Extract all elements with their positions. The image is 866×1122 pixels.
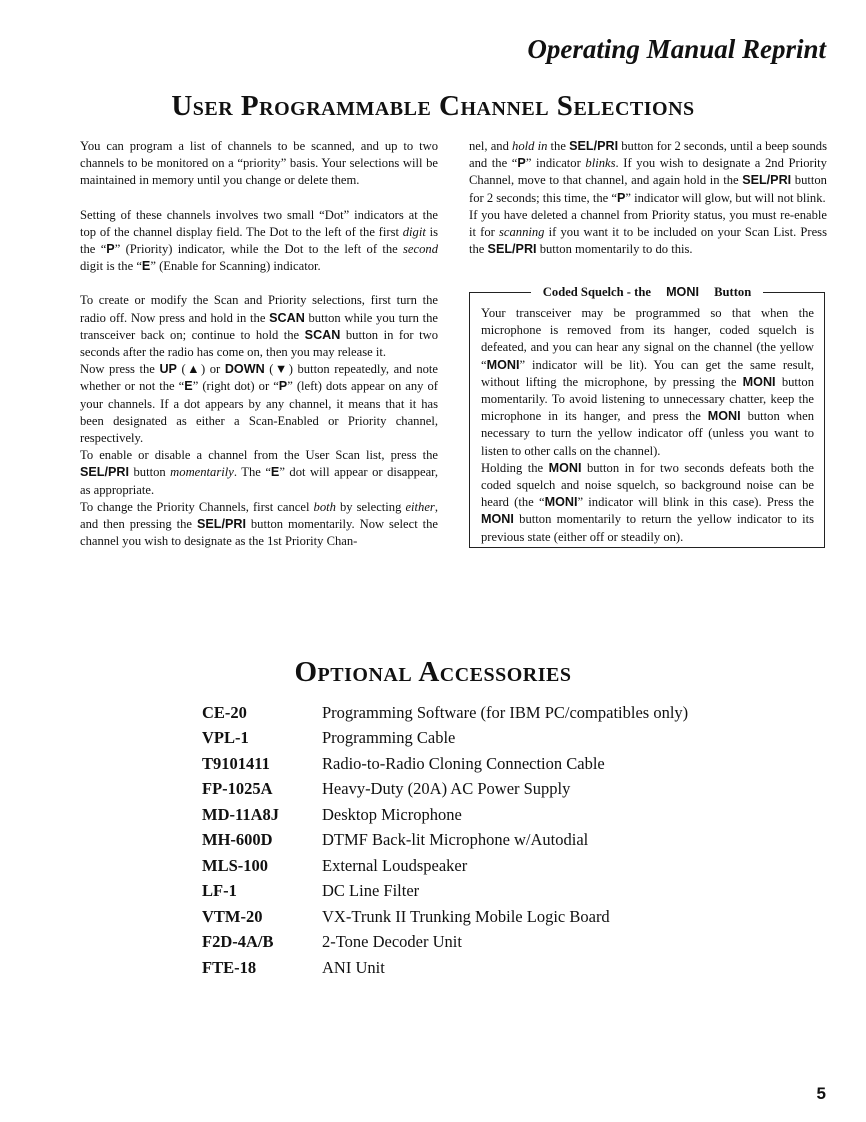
table-row bbox=[202, 955, 688, 981]
accessory-description: 2-Tone Decoder Unit bbox=[322, 932, 462, 952]
key-label: MONI bbox=[548, 460, 582, 475]
key-label: E bbox=[270, 465, 280, 480]
key-label: MONI bbox=[660, 285, 705, 299]
key-label: SEL/PRI bbox=[487, 242, 537, 257]
accessory-code: MD-11A8J bbox=[202, 804, 279, 824]
accessory-description: VX-Trunk II Trunking Mobile Logic Board bbox=[322, 906, 610, 926]
page-number: 5 bbox=[816, 1084, 826, 1103]
key-label: E bbox=[141, 259, 151, 274]
accessories-table bbox=[202, 700, 688, 981]
key-label: P bbox=[616, 190, 626, 205]
box-title: Coded Squelch - the MONI Button bbox=[470, 284, 824, 301]
accessory-description: ANI Unit bbox=[322, 957, 385, 977]
key-label: MONI bbox=[486, 357, 520, 372]
accessory-code: LF-1 bbox=[202, 881, 237, 901]
key-label: MONI bbox=[544, 495, 578, 510]
accessory-code: F2D-4A/B bbox=[202, 932, 274, 952]
accessory-description: Radio-to-Radio Cloning Connection Cable bbox=[322, 753, 605, 773]
accessory-code: T9101411 bbox=[202, 753, 270, 773]
key-label: SEL/PRI bbox=[80, 465, 129, 480]
accessory-description: Programming Cable bbox=[322, 728, 456, 748]
key-label: SEL/PRI bbox=[569, 139, 619, 153]
key-label: E bbox=[184, 379, 193, 394]
key-label: SCAN bbox=[269, 310, 305, 325]
table-row bbox=[202, 879, 688, 905]
table-row bbox=[202, 904, 688, 930]
accessory-code: CE-20 bbox=[202, 702, 247, 722]
table-row bbox=[202, 828, 688, 854]
key-label: DOWN bbox=[224, 362, 265, 377]
paragraph: Setting of these channels involves two small “Dot” indicators at the top of the channel display field. The Dot to the left of the first digit is the “P” (Priority) indicator, while the Dot to the left of the second digit is the “E” (Enable for Scanning) indicator. bbox=[80, 207, 438, 274]
paragraph: To enable or disable a channel from the User Scan list, press the SEL/PRI button momentarily. The “E” dot will appear or disappear, as appropriate. bbox=[80, 448, 438, 497]
key-label: MONI bbox=[742, 374, 776, 389]
accessory-description: DTMF Back-lit Microphone w/Autodial bbox=[322, 830, 589, 850]
paragraph: You can program a list of channels to be scanned, and up to two channels to be monitored on a “priority” basis. Your selections will be maintained in memory until you change or delete them. bbox=[80, 139, 438, 188]
paragraph: To change the Priority Channels, first cancel both by selecting either, and then pressing the SEL/PRI button momentarily. Now select the channel you wish to designate as the 1st Priority Chan- bbox=[80, 499, 439, 549]
paragraph: Now press the UP (▲) or DOWN (▼) button repeatedly, and note whether or not the “E” (right dot) or “P” (left) dots appear on any of your channels. If a dot appears by any channel, it means that it has been designated as either a Scan-Enabled or Priority channel, respectively. bbox=[80, 362, 439, 446]
key-label: SEL/PRI bbox=[196, 517, 246, 532]
table-row bbox=[202, 930, 688, 956]
manual-header-title: Operating Manual Reprint bbox=[527, 34, 826, 64]
key-label: P bbox=[517, 156, 526, 171]
accessory-description: Programming Software (for IBM PC/compatibles only) bbox=[322, 702, 689, 722]
key-label: SCAN bbox=[304, 327, 341, 342]
key-label: MONI bbox=[481, 512, 514, 527]
key-label: UP bbox=[159, 362, 177, 377]
accessory-description: DC Line Filter bbox=[322, 881, 420, 901]
accessory-code: VTM-20 bbox=[202, 906, 263, 926]
paragraph: Your transceiver may be programmed so that when the microphone is removed from its hanger, coded squelch is defeated, and you can hear any signal on the channel (the yellow “MONI” indicator will be lit). You can get the same result, without lifting the microphone, by pressing the MONI button momentarily. To avoid listening to unnecessary chatter, keep the microphone in its hanger, and press the MONI button when necessary to turn the yellow indicator off (unless you want to listen to other calls on the channel). bbox=[481, 306, 814, 458]
section-title-optional-accessories: Optional Accessories bbox=[294, 656, 572, 688]
table-row bbox=[202, 802, 688, 828]
box-body bbox=[481, 305, 814, 546]
paragraph: To create or modify the Scan and Priority selections, first turn the radio off. Now press and hold in the SCAN button while you turn the transceiver back on; continue to hold the SCAN button in for two seconds after the radio has come on, then you may release it. bbox=[80, 293, 438, 360]
coded-squelch-box bbox=[469, 285, 825, 548]
down-arrow-icon: ▼ bbox=[273, 362, 289, 377]
accessory-code: MH-600D bbox=[202, 830, 273, 850]
paragraph: If you have deleted a channel from Priority status, you must re-enable it for scanning if you want it to be included on your Scan List. Press the SEL/PRI button momentarily to do this. bbox=[469, 207, 827, 257]
table-row bbox=[202, 853, 688, 879]
table-row bbox=[202, 751, 688, 777]
table-row bbox=[202, 726, 688, 752]
key-label: SEL/PRI bbox=[742, 173, 792, 188]
accessory-description: External Loudspeaker bbox=[322, 855, 468, 875]
right-column bbox=[469, 138, 827, 258]
up-arrow-icon: ▲ bbox=[185, 362, 201, 377]
accessory-code: FP-1025A bbox=[202, 779, 273, 799]
accessory-code: MLS-100 bbox=[202, 855, 268, 875]
section-title-channel-selections: User Programmable Channel Selections bbox=[171, 90, 695, 122]
table-row bbox=[202, 700, 688, 726]
paragraph: nel, and hold in the SEL/PRI button for 2 seconds, until a beep sounds and the “P” indicator blinks. If you wish to designate a 2nd Priority Channel, move to that channel, and again hold in the SEL/PRI button for 2 seconds; this time, the “P” indicator will glow, but will not blink. bbox=[469, 139, 827, 205]
accessory-code: FTE-18 bbox=[202, 957, 257, 977]
accessory-description: Desktop Microphone bbox=[322, 804, 462, 824]
key-label: MONI bbox=[707, 409, 741, 424]
key-label: P bbox=[278, 379, 288, 394]
accessory-description: Heavy-Duty (20A) AC Power Supply bbox=[322, 779, 571, 799]
accessory-code: VPL-1 bbox=[202, 728, 249, 748]
left-column bbox=[80, 138, 438, 550]
table-row bbox=[202, 777, 688, 803]
paragraph: Holding the MONI button in for two seconds defeats both the coded squelch and noise squelch, so background noise can be heard (the “MONI” indicator will blink in this case). Press the MONI button momentarily to return the yellow indicator to its previous state (either off or steadily on). bbox=[481, 460, 815, 544]
key-label: P bbox=[106, 242, 115, 257]
